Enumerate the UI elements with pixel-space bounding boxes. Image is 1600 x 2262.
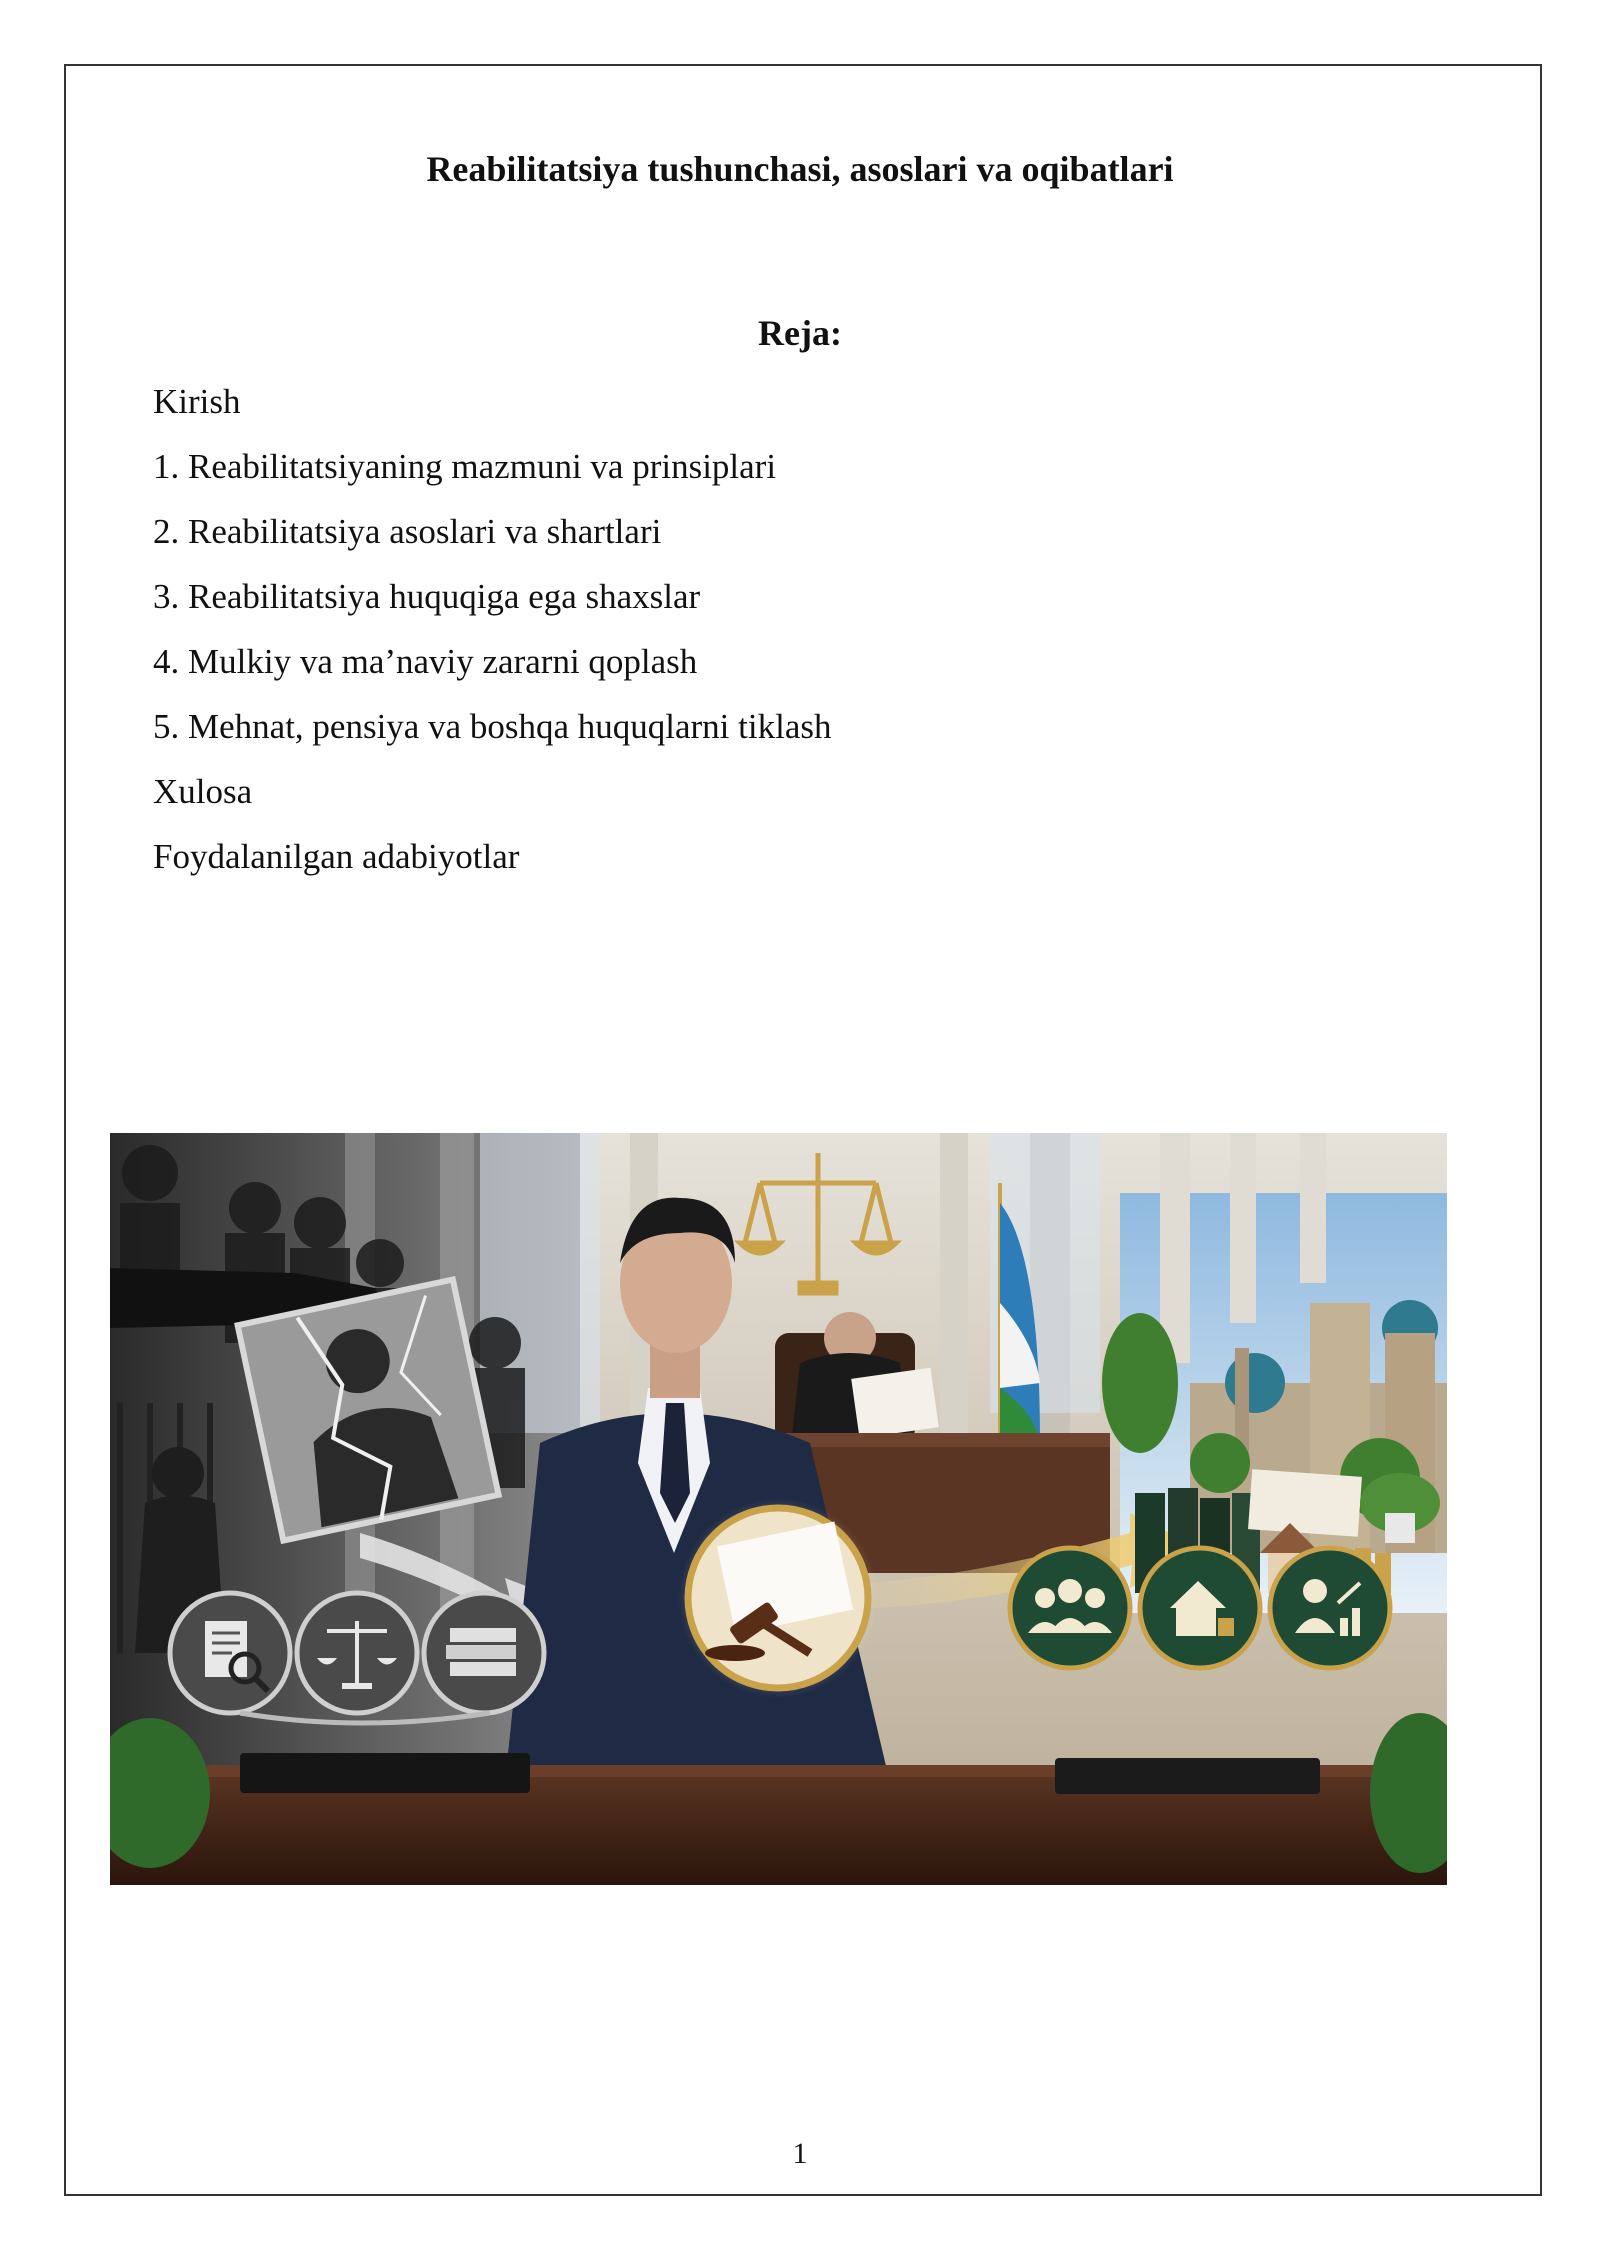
house-coins-icon xyxy=(1140,1548,1260,1668)
plan-item: Kirish xyxy=(153,382,241,421)
gavel-document-icon xyxy=(678,1498,878,1698)
plan-heading: Reja: xyxy=(758,313,842,353)
plan-item: 5. Mehnat, pensiya va boshqa huquqlarni tiklash xyxy=(153,707,832,746)
page-number: 1 xyxy=(792,2137,808,2170)
plan-item: 2. Reabilitatsiya asoslari va shartlari xyxy=(153,512,662,551)
plan-item: 3. Reabilitatsiya huquqiga ega shaxslar xyxy=(153,577,701,616)
scales-icon xyxy=(297,1593,417,1713)
plan-item: Xulosa xyxy=(153,772,253,811)
cracked-photo xyxy=(238,1280,499,1541)
plan-item: 4. Mulkiy va ma’naviy zararni qoplash xyxy=(153,642,698,681)
document-search-icon xyxy=(170,1593,290,1713)
plan-item: Foydalanilgan adabiyotlar xyxy=(153,837,520,876)
plan-item: 1. Reabilitatsiyaning mazmuni va prinsiplari xyxy=(153,447,777,486)
document-title: Reabilitatsiya tushunchasi, asoslari va oqibatlari xyxy=(426,149,1174,189)
people-group-icon xyxy=(1010,1548,1130,1668)
rehabilitation-illustration xyxy=(110,1133,1447,1885)
plan-list xyxy=(153,380,831,900)
person-growth-chart-icon xyxy=(1270,1548,1390,1668)
books-icon xyxy=(424,1593,544,1713)
